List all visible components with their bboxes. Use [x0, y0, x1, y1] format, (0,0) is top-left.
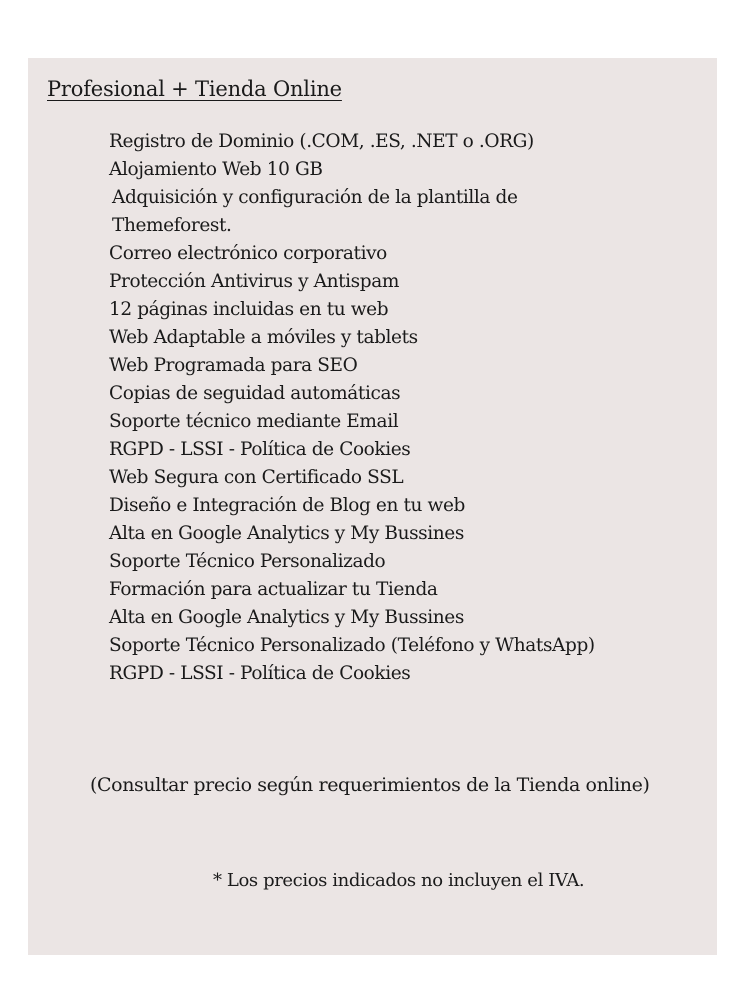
feature-item: RGPD - LSSI - Política de Cookies [109, 663, 411, 684]
consult-price-note: (Consultar precio según requerimientos de la Tienda online) [90, 774, 650, 796]
feature-item: Registro de Dominio (.COM, .ES, .NET o .ORG) [109, 131, 534, 152]
feature-item: RGPD - LSSI - Política de Cookies [109, 439, 411, 460]
feature-item: Web Adaptable a móviles y tablets [109, 327, 418, 348]
feature-item: Soporte Técnico Personalizado [109, 551, 386, 572]
feature-list [109, 128, 709, 688]
feature-item: Protección Antivirus y Antispam [109, 271, 399, 292]
plan-card [28, 58, 717, 955]
feature-item: 12 páginas incluidas en tu web [109, 299, 389, 320]
feature-item: Alta en Google Analytics y My Bussines [109, 523, 464, 544]
feature-item: Diseño e Integración de Blog en tu web [109, 495, 465, 516]
feature-item: Web Programada para SEO [109, 355, 358, 376]
feature-item: Alojamiento Web 10 GB [109, 159, 323, 180]
feature-item: Formación para actualizar tu Tienda [109, 579, 438, 600]
plan-title: Profesional + Tienda Online [47, 77, 342, 101]
vat-note: * Los precios indicados no incluyen el IVA. [213, 870, 585, 891]
feature-item: Copias de seguidad automáticas [109, 383, 401, 404]
feature-item: Soporte Técnico Personalizado (Teléfono y WhatsApp) [109, 635, 595, 656]
feature-item: Soporte técnico mediante Email [109, 411, 399, 432]
feature-item: Adquisición y configuración de la plantilla de Themeforest. [112, 187, 518, 236]
feature-item: Alta en Google Analytics y My Bussines [109, 607, 464, 628]
feature-item: Correo electrónico corporativo [109, 243, 387, 264]
feature-item: Web Segura con Certificado SSL [109, 467, 404, 488]
